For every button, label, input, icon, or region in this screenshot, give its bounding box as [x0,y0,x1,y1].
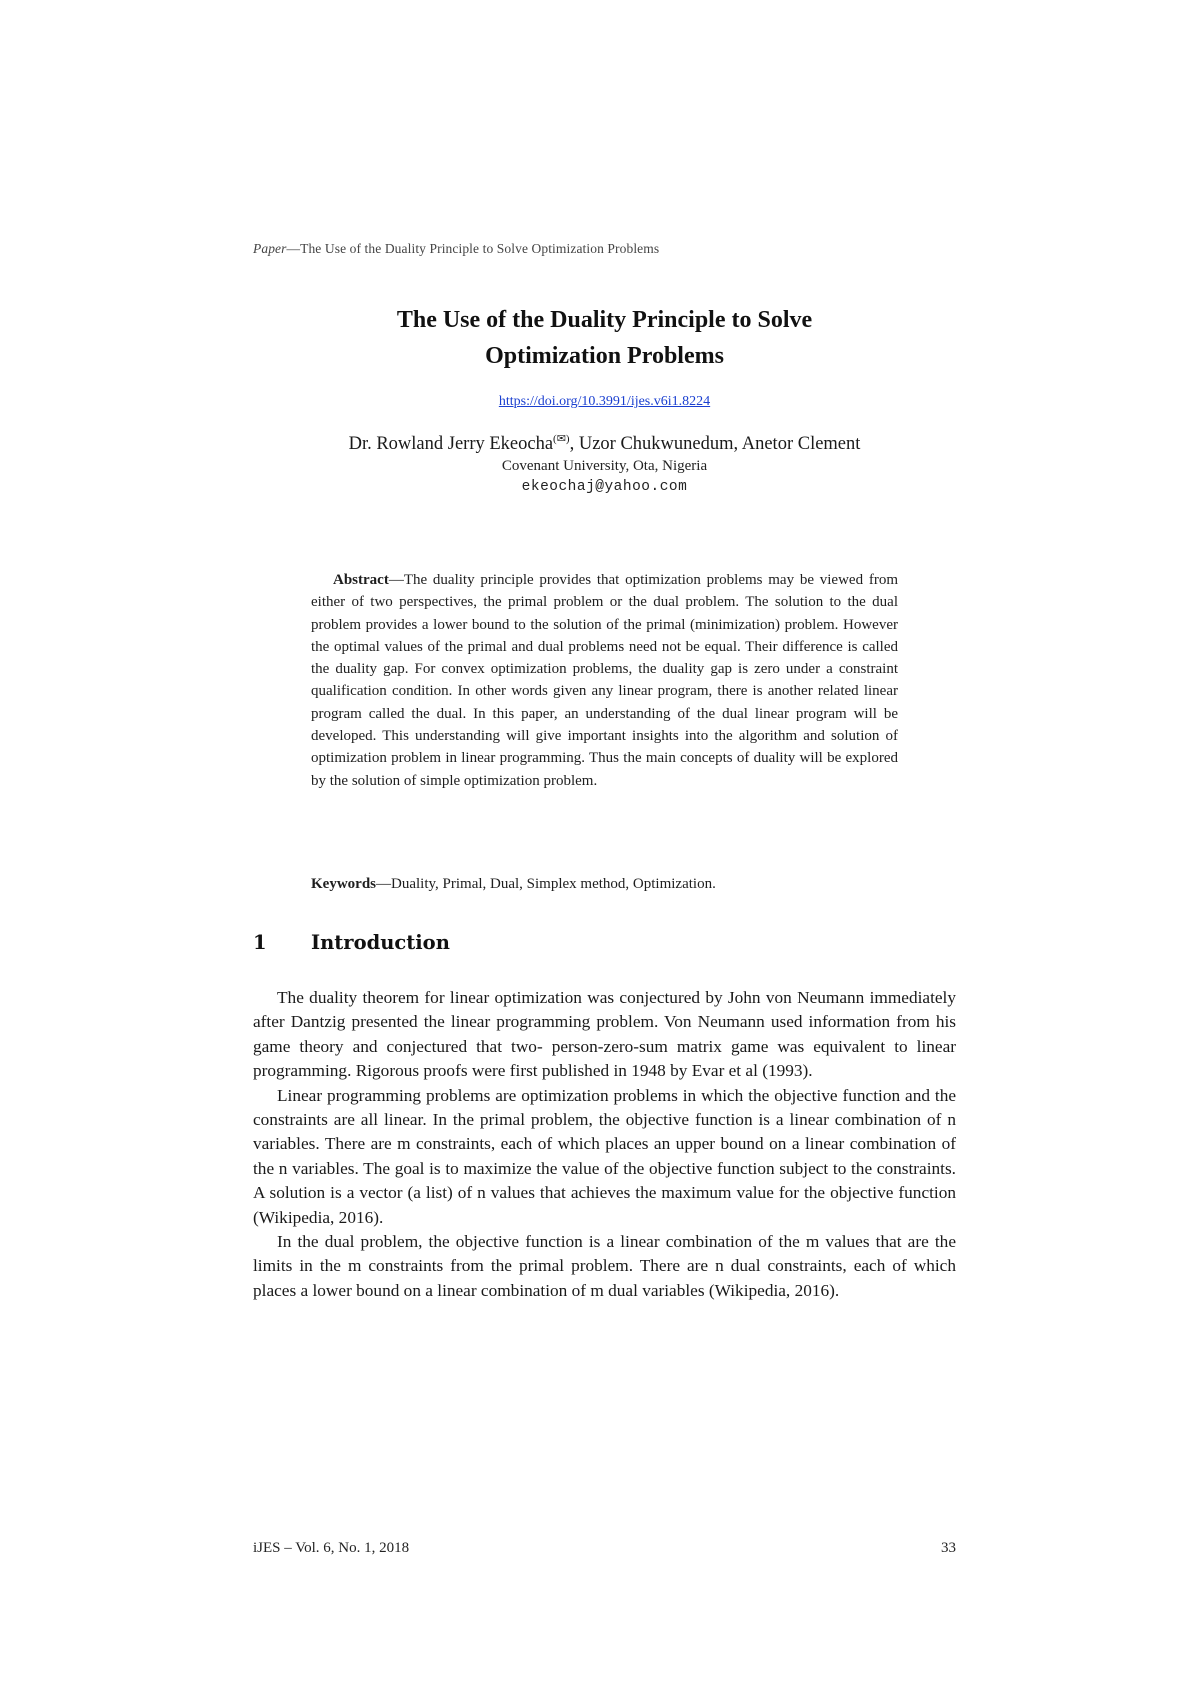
affiliation: Covenant University, Ota, Nigeria [501,458,708,475]
section-heading [253,931,450,954]
abstract [311,569,898,792]
author-list [253,432,956,455]
author-primary: Dr. Rowland Jerry Ekeocha [348,434,554,455]
paper-title-line2: Optimization Problems [485,343,724,369]
paragraph: Linear programming problems are optimization problems in which the objective function and the constraints are all linear. In the primal problem, the objective function is a linear combination of n variables. There are m constraints, each of which places an upper bound on a linear combination of the n variables. The goal is to maximize the value of the objective function subject to the constraints. A solution is a vector (a list) of n values that achieves the maximum value for the objective function (Wikipedia, 2016). [253,1085,956,1227]
section-number: 1 [253,931,267,954]
keywords-label: Keywords [311,876,376,892]
envelope-icon: (✉) [553,433,570,445]
paper-title-line1: The Use of the Duality Principle to Solve [396,307,813,333]
running-header-label: Paper [253,241,287,256]
author-email[interactable]: ekeochaj@yahoo.com [521,479,688,496]
author-others: , Uzor Chukwunedum, Anetor Clement [569,434,861,455]
paragraph: In the dual problem, the objective function is a linear combination of the m values that are the limits in the m constraints from the primal problem. There are n dual constraints, each of which places a lower bound on a linear combination of m dual variables (Wikipedia, 2016). [253,1232,956,1300]
title-block [253,302,956,495]
doi-link[interactable]: https://doi.org/10.3991/ijes.v6i1.8224 [498,394,711,409]
abstract-label: Abstract [333,572,389,588]
keywords-text: —Duality, Primal, Dual, Simplex method, Optimization. [376,876,716,892]
running-header [253,241,659,257]
running-header-text: —The Use of the Duality Principle to Solve Optimization Problems [286,241,660,256]
keywords [311,873,898,895]
page-number: 33 [941,1540,956,1556]
abstract-text: —The duality principle provides that optimization problems may be viewed from either of two perspectives, the primal problem or the dual problem. The solution to the dual problem provides a lower bound to the solution of the primal (minimization) problem. However the optimal values of the primal and dual problems need not be equal. Their difference is called the duality gap. For convex optimization problems, the duality gap is zero under a constraint qualification condition. In other words given any linear program, there is another related linear program called the dual. In this paper, an understanding of the dual linear program will be developed. This understanding will give important insights into the algorithm and solution of optimization problem in linear programming. Thus the main concepts of duality will be explored by the solution of simple optimization problem. [311,572,898,789]
section-title: Introduction [311,931,450,954]
paper-title [253,302,956,374]
body-text [253,986,956,1303]
paragraph: The duality theorem for linear optimization was conjectured by John von Neumann immediately after Dantzig presented the linear programming problem. Von Neumann used information from his game theory and conjectured that two- person-zero-sum matrix game was equivalent to linear programming. Rigorous proofs were first published in 1948 by Evar et al (1993). [253,988,956,1081]
footer-journal: iJES ‒ Vol. 6, No. 1, 2018 [253,1540,410,1556]
